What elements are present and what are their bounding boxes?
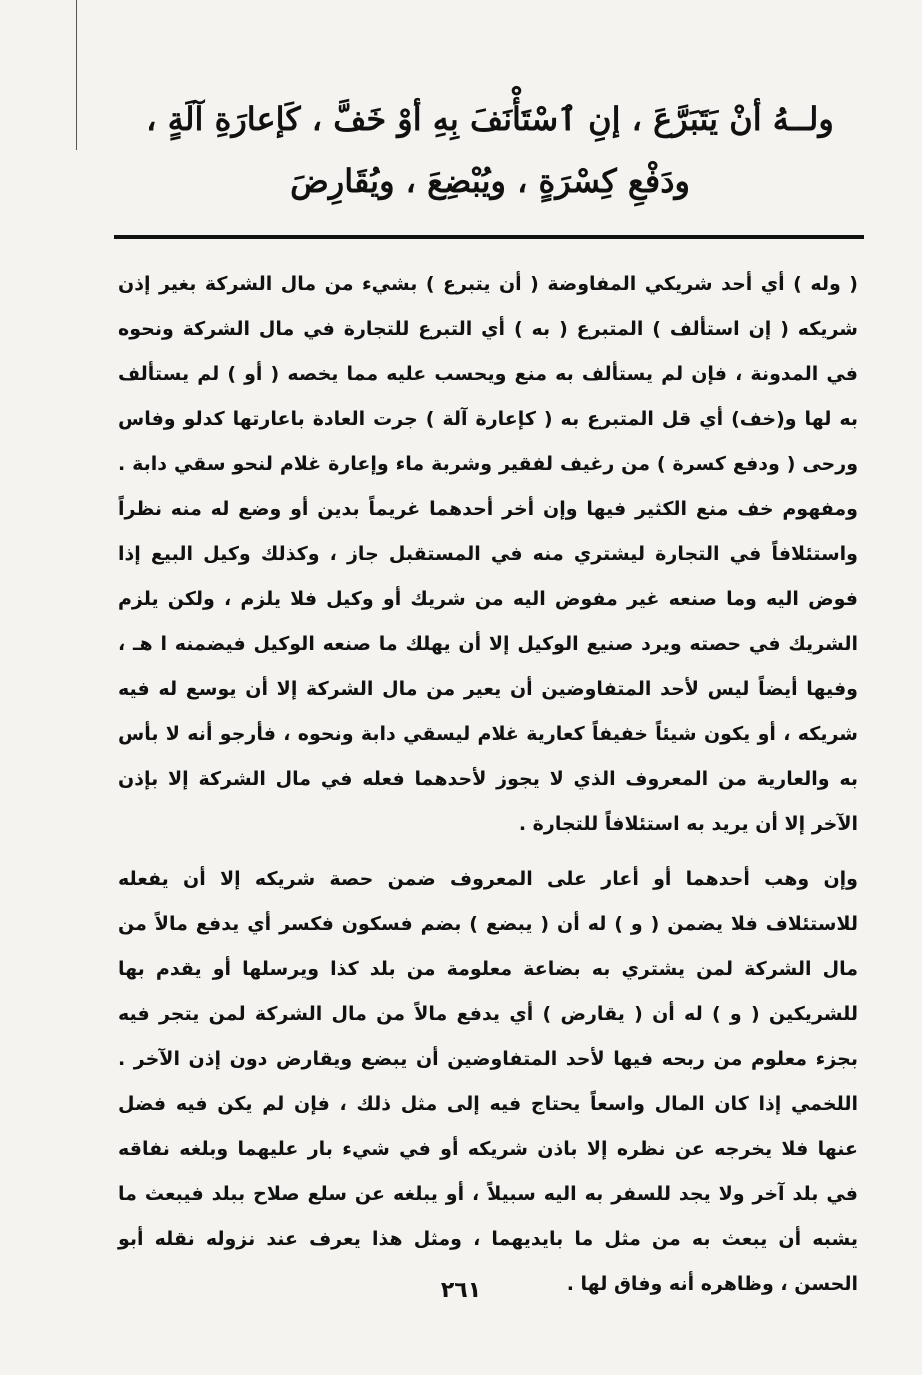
verse-line: ولــهُ أنْ يَتَبَرَّعَ ، إنِ ٱسْتَأْنَفَ بِهِ أوْ خَفَّ ، كَإعارَةِ آلَةٍ ،: [146, 100, 834, 138]
page-number: ٢٦١: [440, 1278, 482, 1303]
divider-rule: [114, 235, 864, 239]
margin-line: [76, 0, 77, 150]
verse-line: ودَفْعِ كِسْرَةٍ ، ويُبْضِعَ ، ويُقَارِضَ: [290, 162, 690, 200]
commentary-paragraph: ( وله ) أي أحد شريكي المفاوضة ( أن يتبرع ) بشيء من مال الشركة بغير إذن شريكه ( إن استألف ) المتبرع ( به ) أي التبرع للتجارة في مال الشركة ونحوه في المدونة ، فإن لم يستألف به منع ويحسب عليه مما يخصه ( أو ) لم يستألف به لها و(خف) أي قل المتبرع به ( كإعارة آلة ) جرت العادة باعارتها كدلو وفاس ورحى ( ودفع كسرة ) من رغيف لفقير وشربة ماء وإعارة غلام لنحو سقي دابة . ومفهوم خف منع الكثير فيها وإن أخر أحدهما غريماً بدين أو وضع له منه نظراً واستئلافاً في التجارة ليشتري منه في المستقبل جاز ، وكذلك وكيل البيع إذا فوض اليه وما صنعه غير مفوض اليه من شريك أو وكيل فلا يلزم ، ولكن يلزم الشريك في حصته ويرد صنيع الوكيل إلا أن يهلك ما صنعه الوكيل فيضمنه ا هـ ، وفيها أيضاً ليس لأحد المتفاوضين أن يعير من مال الشركة إلا أن يوسع له فيه شريكه ، أو يكون شيئاً خفيفاً كعارية غلام ليسقي دابة ونحوه ، فأرجو أنه لا بأس به والعارية من المعروف الذي لا يجوز لأحدهما فعله في مال الشركة إلا بإذن الآخر إلا أن يريد به استئلافاً للتجارة .: [118, 273, 858, 835]
verse-text: [120, 88, 860, 212]
commentary-text: [118, 262, 858, 1307]
commentary-paragraph: وإن وهب أحدهما أو أعار على المعروف ضمن حصة شريكه إلا أن يفعله للاستئلاف فلا يضمن ( و ) له أن ( يبضع ) بضم فسكون فكسر أي يدفع مالاً من مال الشركة لمن يشتري به بضاعة معلومة من بلد كذا ويرسلها أو يقدم بها للشريكين ( و ) له أن ( يقارض ) أي يدفع مالاً من مال الشركة لمن يتجر فيه بجزء معلوم من ربحه فيها لأحد المتفاوضين أن يبضع ويقارض دون إذن الآخر . اللخمي إذا كان المال واسعاً يحتاج فيه إلى مثل ذلك ، فإن لم يكن فيه فضل عنها فلا يخرجه عن نظره إلا باذن شريكه أو في شيء بار عليهما وبلغه نفاقه في بلد آخر ولا يجد للسفر به اليه سبيلاً ، أو يبلغه عن سلع صلاح ببلد فيبعث ما يشبه أن يبعث به من مثل ما بايديهما ، ومثل هذا يعرف عند نزوله نقله أبو الحسن ، وظاهره أنه وفاق لها .: [118, 868, 858, 1295]
